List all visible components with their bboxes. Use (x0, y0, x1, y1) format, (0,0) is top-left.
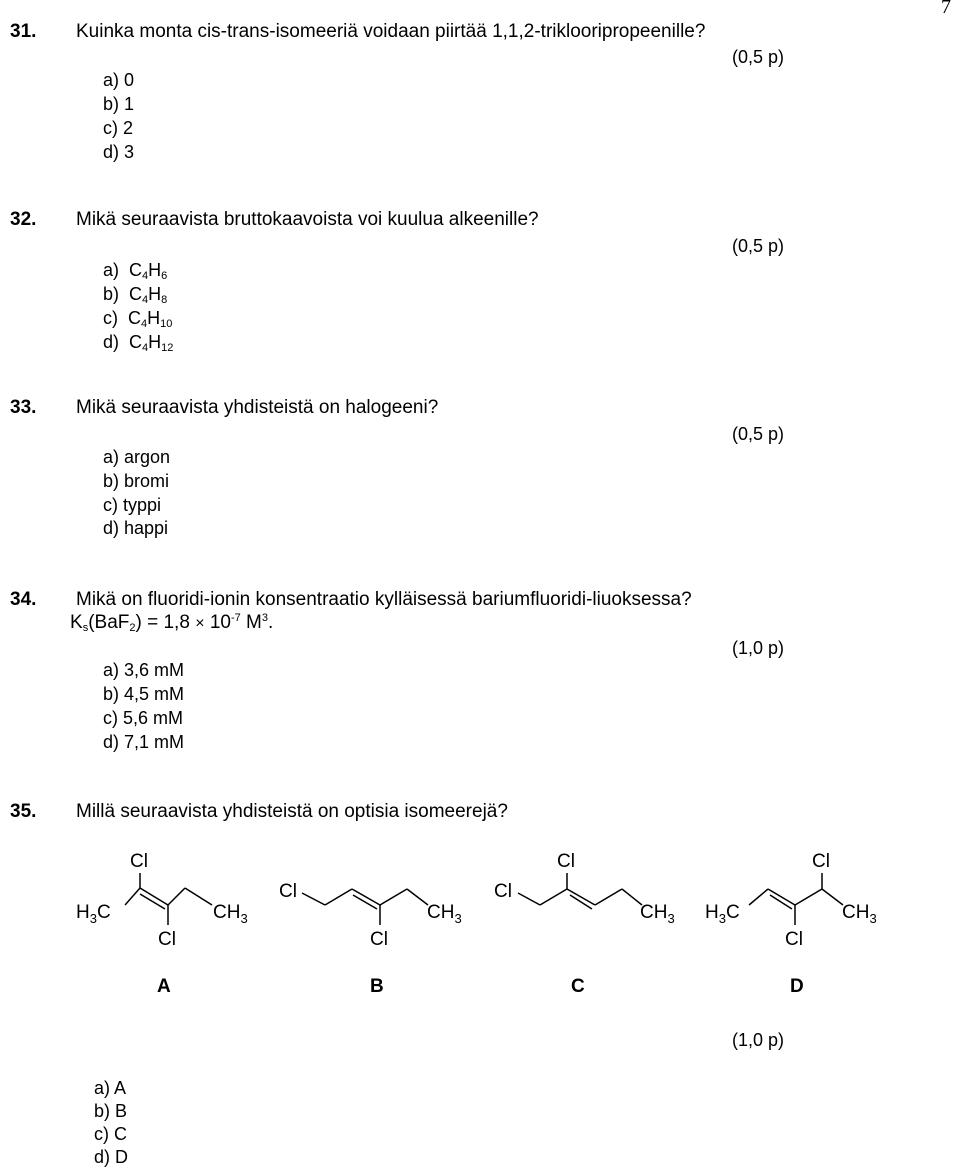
structure-label-b: B (370, 976, 384, 997)
question-35-option-b: b) B (94, 1101, 128, 1121)
question-32-option-b: b) $C_4H_8$ (103, 284, 168, 306)
question-33-option-a: a) argon (103, 447, 171, 467)
question-33-option-c: c) typpi (103, 495, 162, 515)
structure-d-bonds (749, 873, 843, 925)
question-33-option-d: d) happi (103, 518, 169, 538)
structure-c-ch3: $CH_3$ (640, 902, 675, 926)
question-35-option-c: c) C (94, 1124, 127, 1144)
question-34-text: Mikä on fluoridi-ionin konsentraatio kylläisessä bariumfluoridi-liuoksessa? (76, 589, 692, 610)
structure-d-h3c: $H_3C$ (705, 902, 740, 926)
structure-a-cl-top: Cl (130, 851, 148, 872)
structure-a-ch3: $CH_3$ (213, 902, 248, 926)
structure-c-cl-top: Cl (557, 851, 575, 872)
structure-b-bonds (302, 889, 428, 925)
question-33-points: (0,5 p) (732, 424, 785, 444)
structure-label-c: C (571, 976, 585, 997)
structure-d-cl-top: Cl (812, 851, 830, 872)
question-34-option-b: b) 4,5 mM (103, 684, 185, 704)
page-number: 7 (941, 0, 951, 18)
question-33-text: Mikä seuraavista yhdisteistä on halogeeni? (76, 397, 439, 418)
question-32-option-c: c) $C_4H_{10}$ (103, 308, 173, 330)
question-31-option-d: d) 3 (103, 142, 135, 162)
structure-c-bonds (518, 873, 642, 909)
question-35-text: Millä seuraavista yhdisteistä on optisia isomeerejä? (76, 801, 508, 822)
structure-c-cl-left: Cl (494, 881, 512, 902)
structural-formulas (0, 835, 960, 1015)
structure-a-bonds (125, 873, 212, 925)
question-35-points: (1,0 p) (732, 1030, 785, 1050)
structure-a-h3c: $H_3C$ (76, 902, 111, 926)
structure-b-cl-bottom: Cl (370, 929, 388, 950)
question-31-option-a: a) 0 (103, 70, 135, 90)
question-34-points: (1,0 p) (732, 638, 785, 658)
structure-d-ch3: $CH_3$ (842, 902, 877, 926)
question-31-points: (0,5 p) (732, 47, 785, 67)
question-32-points: (0,5 p) (732, 236, 785, 256)
question-35-option-d: d) D (94, 1147, 129, 1167)
structure-a-cl-bottom: Cl (158, 929, 176, 950)
structure-b-cl-left: Cl (279, 881, 297, 902)
question-31-number: 31. (10, 21, 37, 42)
question-35-option-a: a) A (94, 1078, 127, 1098)
question-34-number: 34. (10, 589, 37, 610)
question-31-text: Kuinka monta cis-trans-isomeeriä voidaan piirtää 1,1,2-triklooripropeenille? (76, 21, 706, 42)
question-31-option-c: c) 2 (103, 118, 134, 138)
question-34-ksp-expression: $K_s(BaF_2) = 1,8 \times 10^{-7}$ $M^3$. (70, 612, 274, 634)
question-32-text: Mikä seuraavista bruttokaavoista voi kuulua alkeenille? (76, 209, 539, 230)
question-32-option-d: d) $C_4H_{12}$ (103, 332, 174, 354)
question-34-option-c: c) 5,6 mM (103, 708, 184, 728)
question-32-option-a: a) $C_4H_6$ (103, 260, 168, 282)
structure-label-a: A (157, 976, 171, 997)
question-31-option-b: b) 1 (103, 94, 135, 114)
question-32-number: 32. (10, 209, 37, 230)
structure-b-ch3: $CH_3$ (427, 902, 462, 926)
question-34-option-d: d) 7,1 mM (103, 732, 185, 752)
structure-label-d: D (790, 976, 804, 997)
question-35-number: 35. (10, 801, 37, 822)
question-34-option-a: a) 3,6 mM (103, 660, 185, 680)
question-33-option-b: b) bromi (103, 471, 170, 491)
structure-d-cl-bottom: Cl (785, 929, 803, 950)
question-33-number: 33. (10, 397, 37, 418)
